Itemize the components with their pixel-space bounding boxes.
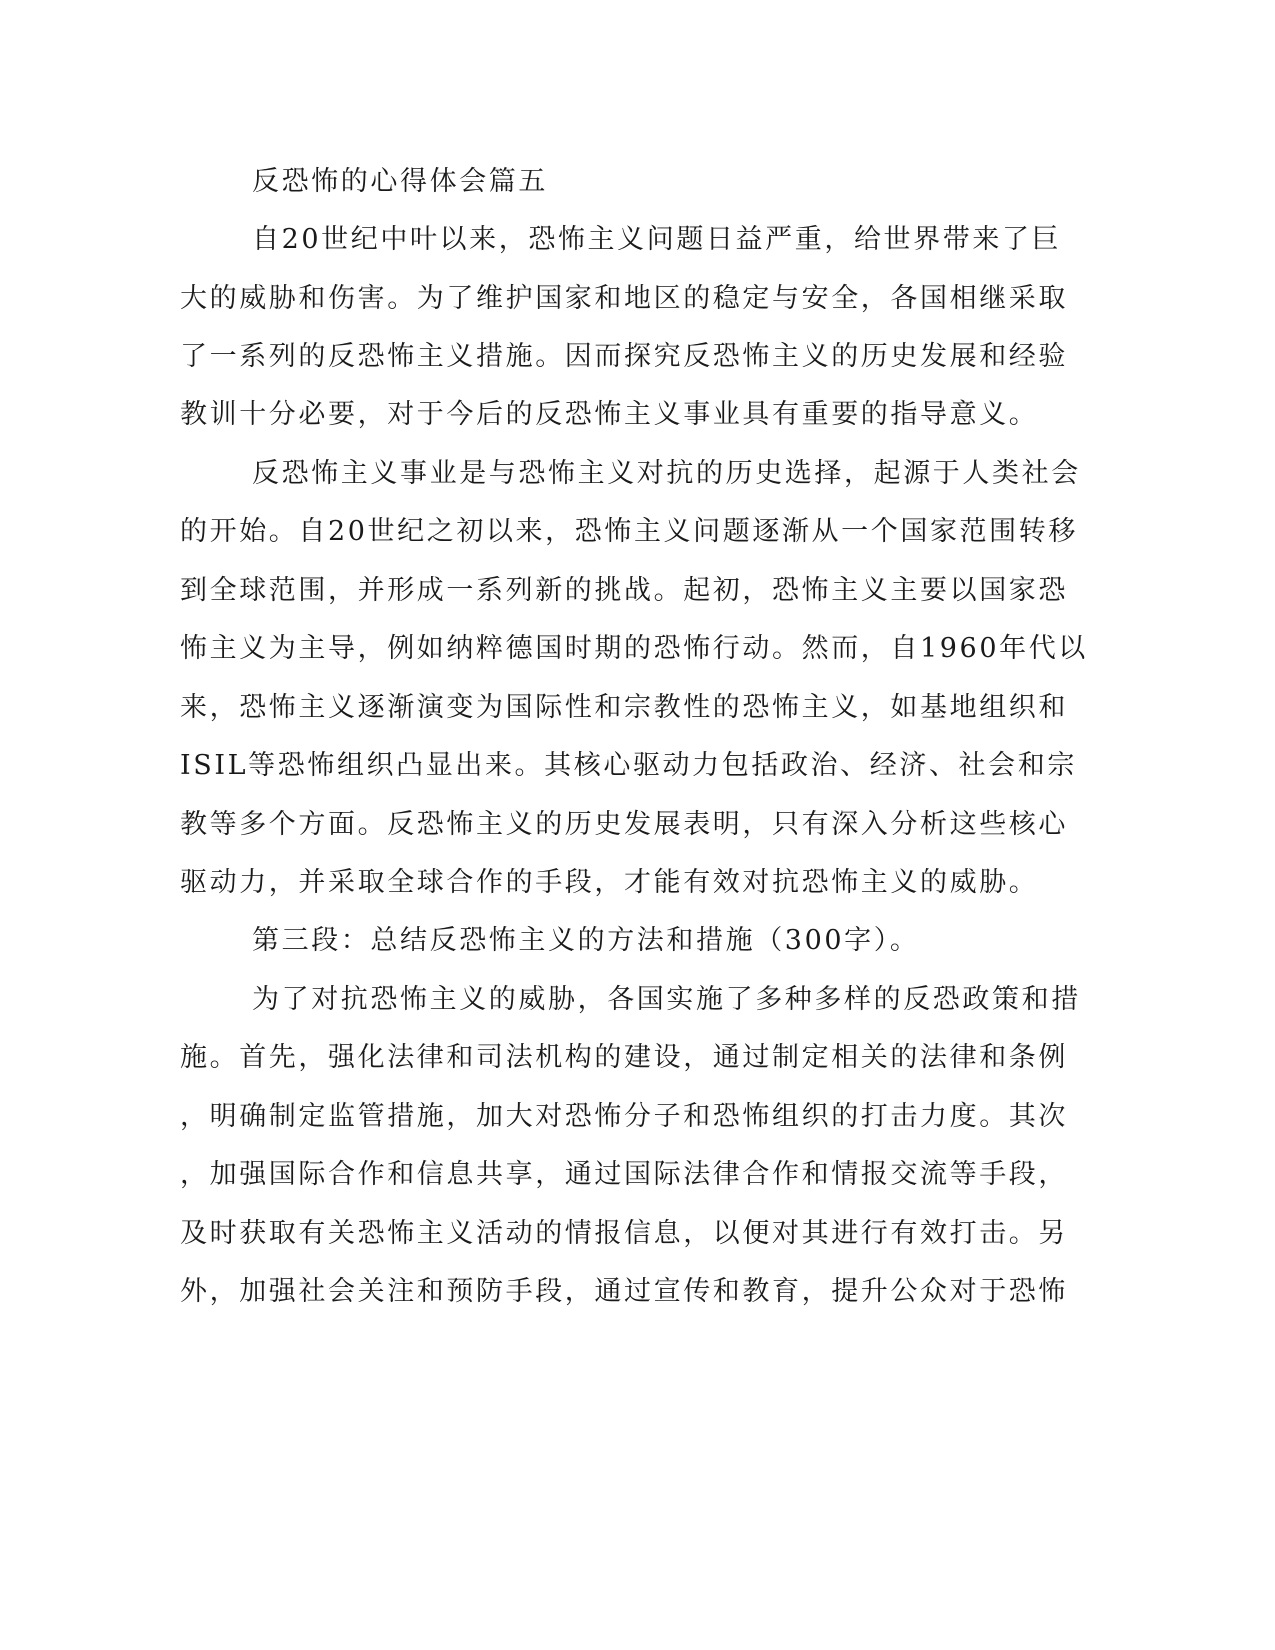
paragraph-line: 为了对抗恐怖主义的威胁，各国实施了多种多样的反恐政策和措 — [252, 984, 1081, 1015]
paragraph-line: 来，恐怖主义逐渐演变为国际性和宗教性的恐怖主义，如基地组织和 — [180, 692, 1068, 723]
paragraph-line: 教训十分必要，对于今后的反恐怖主义事业具有重要的指导意义。 — [180, 399, 1039, 430]
paragraph-line: 了一系列的反恐怖主义措施。因而探究反恐怖主义的历史发展和经验 — [180, 341, 1068, 372]
paragraph-line: 及时获取有关恐怖主义活动的情报信息，以便对其进行有效打击。另 — [180, 1218, 1068, 1249]
paragraph-line: 大的威胁和伤害。为了维护国家和地区的稳定与安全，各国相继采取 — [180, 283, 1068, 314]
paragraph-line: ，明确制定监管措施，加大对恐怖分子和恐怖组织的打击力度。其次 — [180, 1101, 1068, 1132]
paragraph-line: 驱动力，并采取全球合作的手段，才能有效对抗恐怖主义的威胁。 — [180, 867, 1039, 898]
paragraph-line: 的开始。自20世纪之初以来，恐怖主义问题逐渐从一个国家范围转移 — [180, 516, 1078, 547]
paragraph-line: 到全球范围，并形成一系列新的挑战。起初，恐怖主义主要以国家恐 — [180, 575, 1068, 606]
paragraph-line: 自20世纪中叶以来，恐怖主义问题日益严重，给世界带来了巨 — [252, 224, 1062, 255]
document-title: 反恐怖的心得体会篇五 — [252, 166, 548, 197]
paragraph-line: 反恐怖主义事业是与恐怖主义对抗的历史选择，起源于人类社会 — [252, 458, 1081, 489]
paragraph-line: 怖主义为主导，例如纳粹德国时期的恐怖行动。然而，自1960年代以 — [180, 633, 1088, 664]
section-heading: 第三段：总结反恐怖主义的方法和措施（300字）。 — [252, 925, 920, 956]
paragraph-line: 教等多个方面。反恐怖主义的历史发展表明，只有深入分析这些核心 — [180, 809, 1068, 840]
paragraph-line: ISIL等恐怖组织凸显出来。其核心驱动力包括政治、经济、社会和宗 — [180, 750, 1077, 781]
paragraph-line: 外，加强社会关注和预防手段，通过宣传和教育，提升公众对于恐怖 — [180, 1276, 1068, 1307]
paragraph-line: 施。首先，强化法律和司法机构的建设，通过制定相关的法律和条例 — [180, 1042, 1068, 1073]
paragraph-line: ，加强国际合作和信息共享，通过国际法律合作和情报交流等手段， — [180, 1159, 1068, 1190]
